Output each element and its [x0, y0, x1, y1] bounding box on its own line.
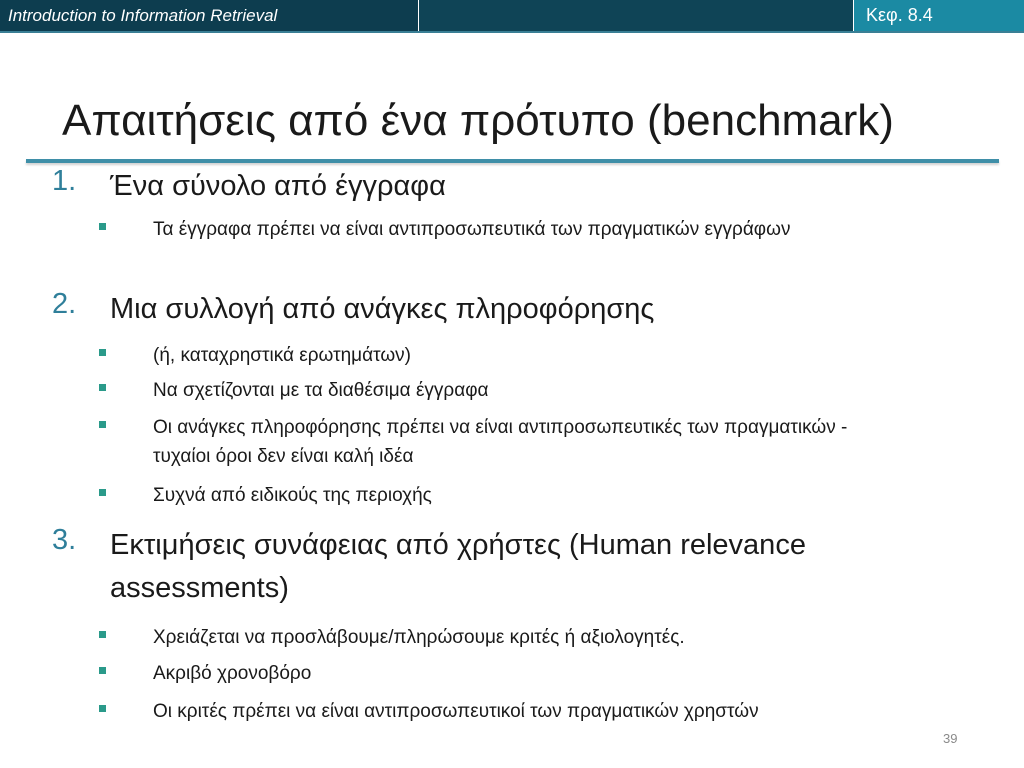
- item-number: 3.: [52, 524, 77, 556]
- sub-item-text: (ή, καταχρηστικά ερωτημάτων): [153, 345, 412, 366]
- square-bullet-icon: [99, 667, 106, 674]
- sub-item-text: Οι ανάγκες πληροφόρησης πρέπει να είναι αντιπροσωπευτικές των πραγματικών - τυχαίοι όροι δεν είναι καλή ιδέα: [153, 417, 848, 467]
- sub-item-text: Χρειάζεται να προσλάβουμε/πληρώσουμε κριτές ή αξιολογητές.: [153, 627, 685, 648]
- header-bar: [0, 0, 1024, 33]
- item-number: 1.: [52, 165, 77, 197]
- page-number: 39: [943, 731, 958, 746]
- square-bullet-icon: [99, 705, 106, 712]
- slide-title: Απαιτήσεις από ένα πρότυπο (benchmark): [62, 96, 894, 145]
- square-bullet-icon: [99, 384, 106, 391]
- square-bullet-icon: [99, 349, 106, 356]
- item-text: Εκτιμήσεις συνάφειας από χρήστες (Human relevance assessments): [110, 529, 806, 604]
- title-divider: [26, 159, 999, 163]
- course-title: Introduction to Information Retrieval: [8, 6, 278, 25]
- sub-item-text: Να σχετίζονται με τα διαθέσιμα έγγραφα: [153, 380, 489, 401]
- square-bullet-icon: [99, 489, 106, 496]
- chapter-label: Κεφ. 8.4: [866, 5, 933, 25]
- sub-item-text: Τα έγγραφα πρέπει να είναι αντιπροσωπευτικά των πραγματικών εγγράφων: [153, 219, 791, 240]
- header-bar-middle: [419, 0, 853, 31]
- item-number: 2.: [52, 288, 77, 320]
- sub-item-text: Ακριβό χρονοβόρο: [153, 663, 312, 684]
- item-text: Μια συλλογή από ανάγκες πληροφόρησης: [110, 293, 655, 325]
- item-text: Ένα σύνολο από έγγραφα: [110, 170, 446, 202]
- square-bullet-icon: [99, 631, 106, 638]
- header-underline: [0, 31, 1024, 33]
- square-bullet-icon: [99, 223, 106, 230]
- sub-item-text: Οι κριτές πρέπει να είναι αντιπροσωπευτικοί των πραγματικών χρηστών: [153, 701, 759, 722]
- square-bullet-icon: [99, 421, 106, 428]
- sub-item-text: Συχνά από ειδικούς της περιοχής: [153, 485, 432, 506]
